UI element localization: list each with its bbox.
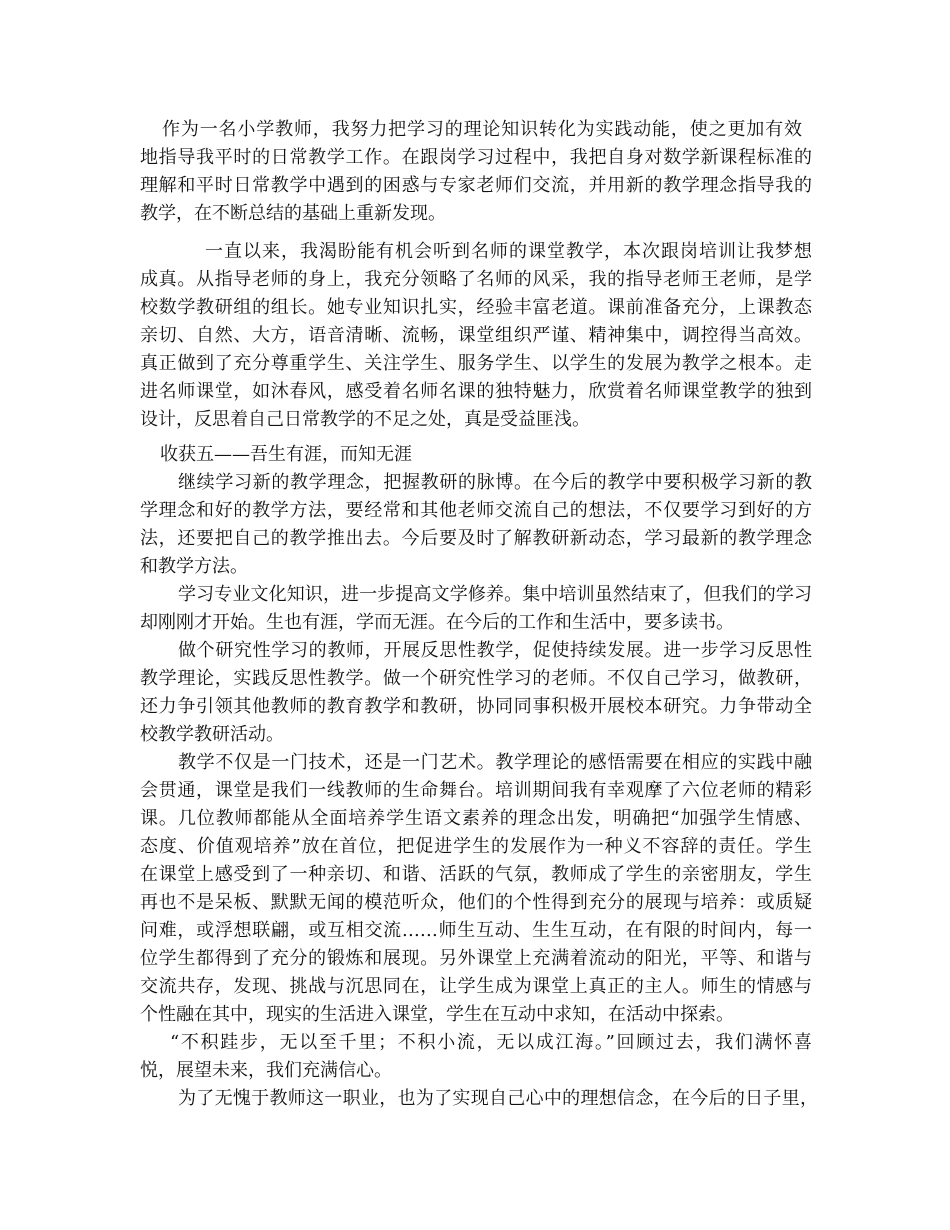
text-line: 在课堂上感受到了一种亲切、和谐、活跃的气氛，教师成了学生的亲密朋友，学生	[140, 864, 812, 885]
text-line: 悦，展望未来，我们充满信心。	[140, 1060, 392, 1081]
text-line: 地指导我平时的日常教学工作。在跟岗学习过程中，我把自身对数学新课程标准的	[140, 147, 812, 168]
text-line: 理解和平时日常教学中遇到的困惑与专家老师们交流，并用新的教学理念指导我的	[140, 175, 812, 196]
text-line: 法，还要把自己的教学推出去。今后要及时了解教研新动态，学习最新的教学理念	[140, 528, 812, 549]
text-line: 课。几位教师都能从全面培养学生语文素养的理念出发，明确把“加强学生情感、	[140, 808, 812, 829]
text-line: 会贯通，课堂是我们一线教师的生命舞台。培训期间我有幸观摩了六位老师的精彩	[140, 780, 812, 801]
text-line: 设计，反思着自己日常教学的不足之处，真是受益匪浅。	[140, 409, 590, 430]
text-line: 和教学方法。	[140, 556, 248, 577]
text-line: 为了无愧于教师这一职业，也为了实现自己心中的理想信念，在今后的日子里，	[178, 1088, 818, 1109]
text-line: 一直以来，我渴盼能有机会听到名师的课堂教学，本次跟岗培训让我梦想	[205, 241, 812, 262]
text-line: 作为一名小学教师，我努力把学习的理论知识转化为实践动能，使之更加有效	[162, 119, 802, 140]
text-line: 态度、价值观培养”放在首位，把促进学生的发展作为一种义不容辞的责任。学生	[140, 836, 812, 857]
text-line: 教学理论，实践反思性教学。做一个研究性学习的老师。不仅自己学习，做教研，	[140, 668, 812, 689]
text-line: 教学不仅是一门技术，还是一门艺术。教学理论的感悟需要在相应的实践中融	[178, 752, 812, 773]
text-line: 问难，或浮想联翩，或互相交流……师生互动、生生互动，在有限的时间内，每一	[140, 920, 812, 941]
text-line: 再也不是呆板、默默无闻的模范听众，他们的个性得到充分的展现与培养：或质疑	[140, 892, 812, 913]
text-line: 继续学习新的教学理念，把握教研的脉博。在今后的教学中要积极学习新的教	[178, 472, 812, 493]
text-line: 学理念和好的教学方法，要经常和其他老师交流自己的想法，不仅要学习到好的方	[140, 500, 812, 521]
text-line: 却刚刚才开始。生也有涯，学而无涯。在今后的工作和生活中，要多读书。	[140, 612, 734, 633]
text-line: 个性融在其中，现实的生活进入课堂，学生在互动中求知，在活动中探索。	[140, 1004, 734, 1025]
text-line: 校数学教研组的组长。她专业知识扎实，经验丰富老道。课前准备充分，上课教态	[140, 297, 812, 318]
text-line: 教学，在不断总结的基础上重新发现。	[140, 203, 446, 224]
text-line: 位学生都得到了充分的锻炼和展现。另外课堂上充满着流动的阳光，平等、和谐与	[140, 948, 812, 969]
text-line: 做个研究性学习的教师，开展反思性教学，促使持续发展。进一步学习反思性	[178, 640, 812, 661]
text-line: 成真。从指导老师的身上，我充分领略了名师的风采，我的指导老师王老师，是学	[140, 269, 812, 290]
text-line: 还力争引领其他教师的教育教学和教研，协同同事积极开展校本研究。力争带动全	[140, 696, 812, 717]
text-line: 进名师课堂，如沐春风，感受着名师名课的独特魅力，欣赏着名师课堂教学的独到	[140, 381, 812, 402]
section-heading: 收获五——吾生有涯，而知无涯	[160, 444, 412, 465]
text-line: 学习专业文化知识，进一步提高文学修养。集中培训虽然结束了，但我们的学习	[178, 584, 812, 605]
text-line: 交流共存，发现、挑战与沉思同在，让学生成为课堂上真正的主人。师生的情感与	[140, 976, 812, 997]
text-line: 亲切、自然、大方，语音清晰、流畅，课堂组织严谨、精神集中，调控得当高效。	[140, 325, 812, 346]
text-line: 真正做到了充分尊重学生、关注学生、服务学生、以学生的发展为教学之根本。走	[140, 353, 812, 374]
text-line: 校教学教研活动。	[140, 724, 284, 745]
text-line: “不积跬步，无以至千里；不积小流，无以成江海。”回顾过去，我们满怀喜	[170, 1032, 812, 1053]
